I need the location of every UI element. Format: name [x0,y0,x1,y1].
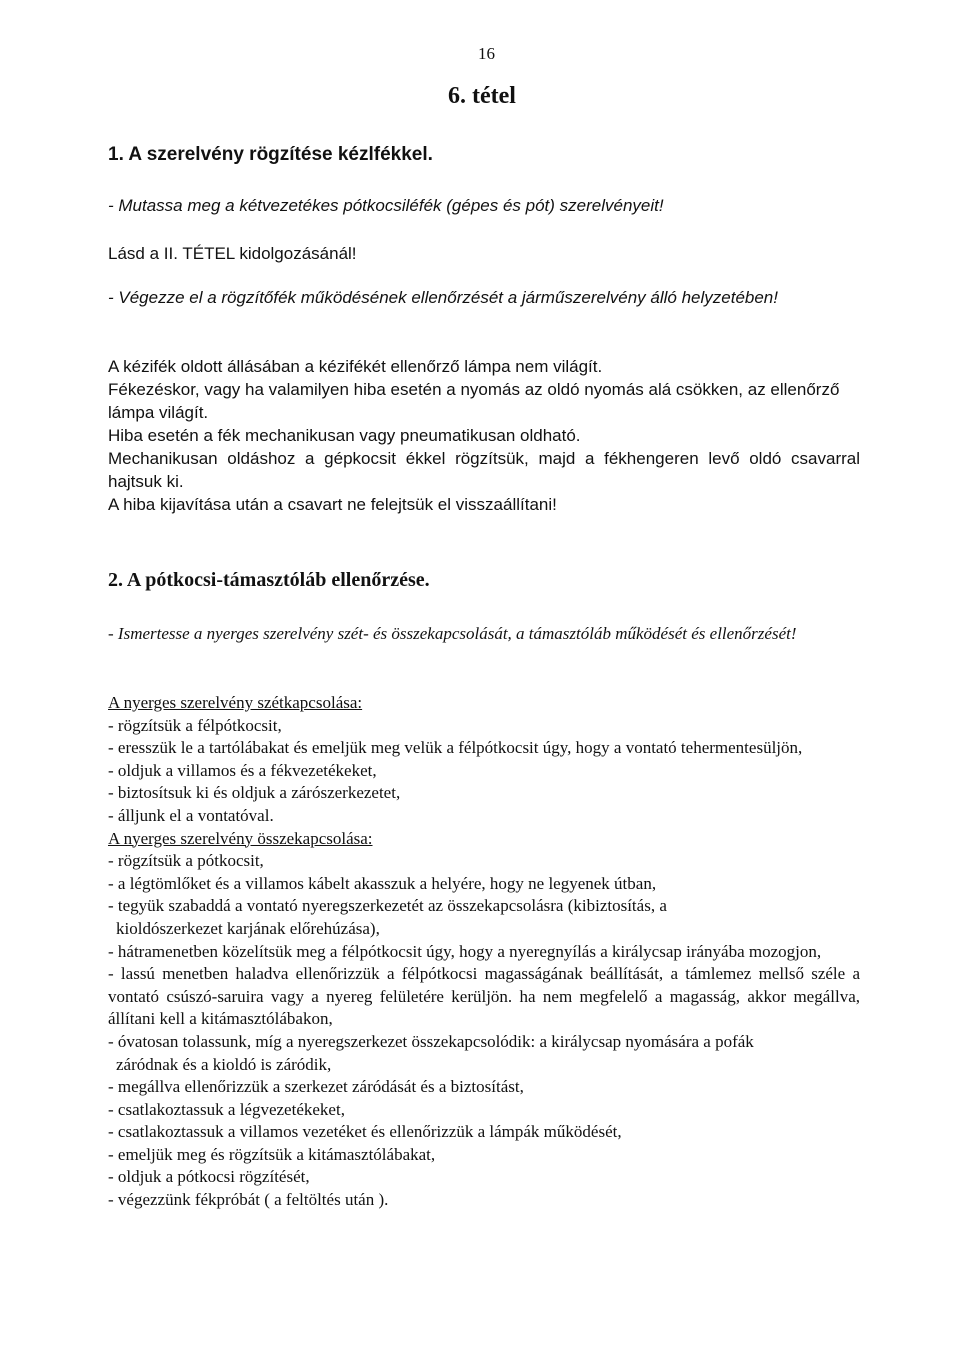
list-item: - álljunk el a vontatóval. [108,805,274,825]
answer-line: A kézifék oldott állásában a kézifékét ellenőrző lámpa nem világít. [108,357,603,376]
section1-title: 1. A szerelvény rögzítése kézlfékkel. [108,144,433,165]
list-item: - megállva ellenőrizzük a szerkezet záródását és a biztosítást, [108,1077,524,1097]
answer-line: A hiba kijavítása után a csavart ne felejtsük el visszaállítani! [108,495,557,514]
section1-task2: - Végezze el a rögzítőfék működésének ellenőrzését a járműszerelvény álló helyzetében! [108,288,778,307]
coupling-heading: A nyerges szerelvény összekapcsolása: [108,828,373,848]
list-item: - rögzítsük a félpótkocsit, [108,715,282,735]
page-number: 16 [478,44,495,63]
section1-reference: Lásd a II. TÉTEL kidolgozásánál! [108,244,357,263]
list-item: - oldjuk a villamos és a fékvezetékeket, [108,760,377,780]
section1-answer [108,355,860,516]
list-item: - oldjuk a pótkocsi rögzítését, [108,1167,310,1187]
section2-body [108,692,860,1212]
section1-task1: - Mutassa meg a kétvezetékes pótkocsiléfék (gépes és pót) szerelvényeit! [108,196,664,215]
list-item: - csatlakoztassuk a villamos vezetéket és ellenőrizzük a lámpák működését, [108,1122,622,1142]
answer-line: Hiba esetén a fék mechanikusan vagy pneumatikusan oldható. [108,426,581,445]
list-item: - biztosítsuk ki és oldjuk a zárószerkezetet, [108,783,401,803]
list-item: - lassú menetben haladva ellenőrizzük a félpótkocsi magasságának beállítását, a támlemez mellső széle a vontató csúszó-saruira vagy a nyereg felületére kerüljön. ha nem megfelelő a magasság, akkor megállva, állítani kell a kitámasztólábakon, [108,964,860,1029]
list-item: - a légtömlőket és a villamos kábelt akasszuk a helyére, hogy ne legyenek útban, [108,873,657,893]
list-item: - eresszük le a tartólábakat és emeljük meg velük a félpótkocsit úgy, hogy a vontató tehermentesüljön, [108,738,803,758]
answer-line: Mechanikusan oldáshoz a gépkocsit ékkel rögzítsük, majd a fékhengeren levő oldó csavarral hajtsuk ki. [108,449,860,491]
section2-task: - Ismertesse a nyerges szerelvény szét- és összekapcsolását, a támasztóláb működését és ellenőrzését! [108,624,797,643]
list-item: - hátramenetben közelítsük meg a félpótkocsit úgy, hogy a nyeregnyílás a királycsap irányába mozogjon, [108,941,822,961]
list-item: - emeljük meg és rögzítsük a kitámasztólábakat, [108,1144,436,1164]
list-item: - rögzítsük a pótkocsit, [108,851,264,871]
list-item: - végezzünk fékpróbát ( a feltöltés után ). [108,1190,389,1210]
list-item: - óvatosan tolassunk, míg a nyeregszerkezet összekapcsolódik: a királycsap nyomására a pofák záródnak és a kioldó is záródik, [108,1031,754,1074]
tetel-heading: 6. tétel [448,83,516,109]
separation-heading: A nyerges szerelvény szétkapcsolása: [108,693,363,712]
list-item: - tegyük szabaddá a vontató nyeregszerkezetét az összekapcsolásra (kibiztosítás, a kioldószerkezet karjának előrehúzása), [108,896,667,938]
list-item: - csatlakoztassuk a légvezetékeket, [108,1099,345,1119]
answer-line: Fékezéskor, vagy ha valamilyen hiba esetén a nyomás az oldó nyomás alá csökken, az ellenőrző lámpa világít. [108,380,840,422]
section2-title: 2. A pótkocsi-támasztóláb ellenőrzése. [108,569,430,591]
